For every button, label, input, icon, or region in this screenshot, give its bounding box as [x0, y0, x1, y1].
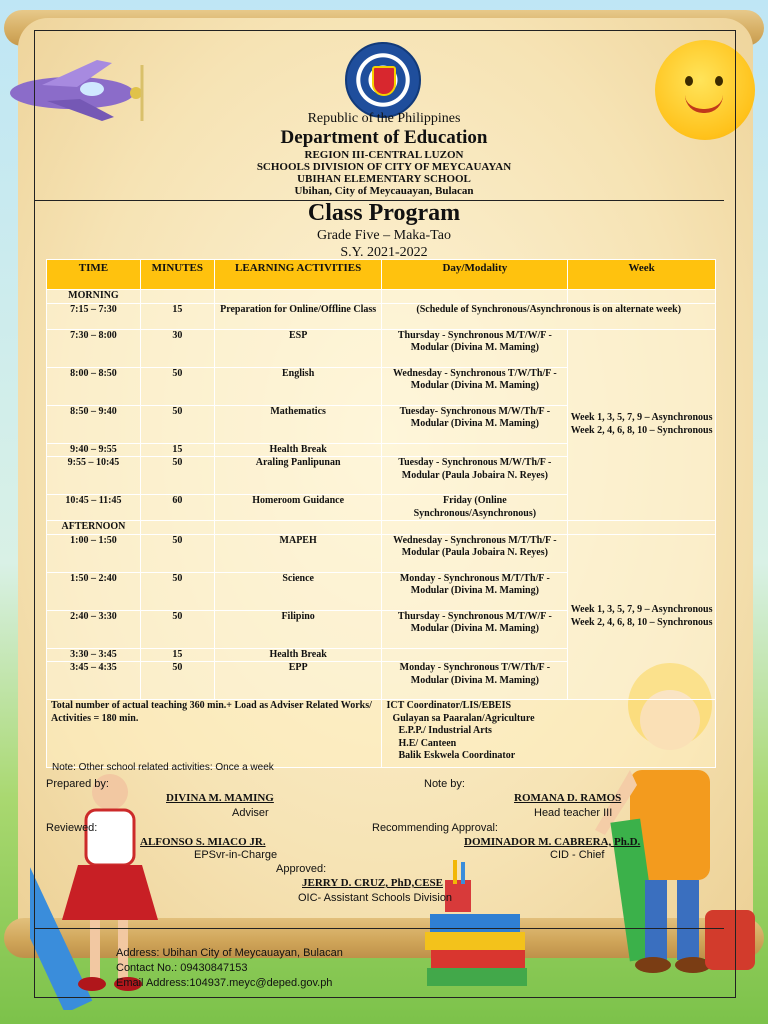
row-modality: Wednesday - Synchronous T/W/Th/F - Modular (Divina M. Maming) — [382, 367, 568, 405]
row-time: 7:30 – 8:00 — [47, 329, 141, 367]
row-activity: EPP — [214, 662, 382, 700]
row-activity: Araling Panlipunan — [214, 457, 382, 495]
row-activity: MAPEH — [214, 534, 382, 572]
row-minutes: 15 — [140, 303, 214, 329]
row-activity: Health Break — [214, 648, 382, 662]
deped-seal-logo — [345, 42, 421, 118]
row-time: 8:00 – 8:50 — [47, 367, 141, 405]
row-minutes: 50 — [140, 405, 214, 443]
school-heading: UBIHAN ELEMENTARY SCHOOL — [297, 173, 471, 185]
row-activity: Mathematics — [214, 405, 382, 443]
approved-label: Approved: — [276, 863, 327, 875]
row-modality: Friday (Online Synchronous/Asynchronous) — [382, 495, 568, 521]
row-time: 2:40 – 3:30 — [47, 610, 141, 648]
noted-name: ROMANA D. RAMOS — [514, 792, 622, 804]
row-minutes: 50 — [140, 457, 214, 495]
row-activity: Filipino — [214, 610, 382, 648]
note-text: Note: Other school related activities: Once a week — [52, 762, 274, 773]
department-heading: Department of Education — [280, 127, 488, 148]
row-time: 1:50 – 2:40 — [47, 572, 141, 610]
totals-row — [47, 700, 716, 768]
location-heading: Ubihan, City of Meycauayan, Bulacan — [294, 185, 474, 197]
approved-name: JERRY D. CRUZ, PhD,CESE — [302, 877, 444, 889]
row-modality: Tuesday - Synchronous M/W/Th/F - Modular (Paula Jobaira N. Reyes) — [382, 457, 568, 495]
footer-contact: Contact No.: 09430847153 — [116, 962, 248, 974]
recommending-name: DOMINADOR M. CABRERA, Ph.D. — [464, 836, 641, 848]
prepared-label: Prepared by: — [46, 778, 109, 790]
reviewed-role: EPSvr-in-Charge — [194, 849, 278, 861]
row-modality: Monday - Synchronous M/T/Th/F - Modular (Divina M. Maming) — [382, 572, 568, 610]
row-time: 7:15 – 7:30 — [47, 303, 141, 329]
afternoon-label: AFTERNOON — [47, 521, 141, 535]
col-header-activities: LEARNING ACTIVITIES — [214, 260, 382, 290]
col-header-time: TIME — [47, 260, 141, 290]
row-activity: Health Break — [214, 443, 382, 457]
row-activity: Science — [214, 572, 382, 610]
row-minutes: 60 — [140, 495, 214, 521]
table-row — [47, 329, 716, 367]
row-minutes: 15 — [140, 648, 214, 662]
assignment-item: Gulayan sa Paaralan/Agriculture — [392, 712, 535, 724]
prepared-name: DIVINA M. MAMING — [166, 792, 274, 804]
footer-address: Address: Ubihan City of Meycauayan, Bulacan — [116, 947, 343, 959]
division-heading: SCHOOLS DIVISION OF CITY OF MEYCAUAYAN — [256, 161, 512, 173]
morning-week-cell: Week 1, 3, 5, 7, 9 – Asynchronous Week 2, 4, 6, 8, 10 – Synchronous — [568, 329, 716, 521]
row-time: 1:00 – 1:50 — [47, 534, 141, 572]
noted-label: Note by: — [424, 778, 465, 790]
class-program-table — [46, 259, 716, 768]
prepared-role: Adviser — [232, 807, 269, 819]
row-minutes: 15 — [140, 443, 214, 457]
row-time: 8:50 – 9:40 — [47, 405, 141, 443]
row-modality: (Schedule of Synchronous/Asynchronous is on alternate week) — [382, 303, 716, 329]
footer-divider — [34, 928, 724, 929]
morning-label: MORNING — [47, 290, 141, 304]
row-minutes: 30 — [140, 329, 214, 367]
assignment-item: Balik Eskwela Coordinator — [398, 750, 516, 761]
table-row — [47, 534, 716, 572]
row-time: 10:45 – 11:45 — [47, 495, 141, 521]
noted-role: Head teacher III — [534, 807, 613, 819]
total-teaching-load: Total number of actual teaching 360 min.+ Load as Adviser Related Works/ Activities = 180 min. — [47, 700, 382, 768]
republic-heading: Republic of the Philippines — [307, 111, 461, 126]
row-modality: Wednesday - Synchronous M/T/Th/F - Modular (Paula Jobaira N. Reyes) — [382, 534, 568, 572]
approved-role: OIC- Assistant Schools Division — [298, 892, 453, 904]
col-header-modality: Day/Modality — [382, 260, 568, 290]
row-activity: English — [214, 367, 382, 405]
row-minutes: 50 — [140, 610, 214, 648]
row-modality — [382, 443, 568, 457]
table-row — [47, 303, 716, 329]
footer-email: Email Address:104937.meyc@deped.gov.ph — [116, 977, 333, 989]
row-modality: Monday - Synchronous T/W/Th/F - Modular (Divina M. Maming) — [382, 662, 568, 700]
reviewed-name: ALFONSO S. MIACO JR. — [140, 836, 266, 848]
row-modality: Thursday - Synchronous M/T/W/F - Modular (Divina M. Maming) — [382, 610, 568, 648]
school-year: S.Y. 2021-2022 — [340, 245, 428, 260]
row-activity: Homeroom Guidance — [214, 495, 382, 521]
morning-section-row — [47, 290, 716, 304]
col-header-minutes: MINUTES — [140, 260, 214, 290]
page-title: Class Program — [307, 200, 461, 226]
grade-section: Grade Five – Maka-Tao — [317, 228, 451, 243]
region-heading: REGION III-CENTRAL LUZON — [304, 149, 464, 161]
row-time: 3:45 – 4:35 — [47, 662, 141, 700]
row-minutes: 50 — [140, 662, 214, 700]
other-assignments — [382, 700, 716, 768]
row-time: 9:55 – 10:45 — [47, 457, 141, 495]
reviewed-label: Reviewed: — [46, 822, 98, 834]
row-minutes: 50 — [140, 572, 214, 610]
recommending-role: CID - Chief — [550, 849, 605, 861]
col-header-week: Week — [568, 260, 716, 290]
row-time: 9:40 – 9:55 — [47, 443, 141, 457]
row-time: 3:30 – 3:45 — [47, 648, 141, 662]
row-activity: ESP — [214, 329, 382, 367]
row-minutes: 50 — [140, 534, 214, 572]
assignment-item: ICT Coordinator/LIS/EBEIS — [386, 700, 512, 711]
row-minutes: 50 — [140, 367, 214, 405]
afternoon-section-row — [47, 521, 716, 535]
assignment-item: E.P.P./ Industrial Arts — [398, 725, 492, 736]
row-modality — [382, 648, 568, 662]
assignment-item: H.E/ Canteen — [398, 737, 457, 749]
girl-with-pencil-illustration — [30, 770, 200, 1010]
recommending-label: Recommending Approval: — [372, 822, 498, 834]
row-modality: Tuesday- Synchronous M/W/Th/F - Modular (Divina M. Maming) — [382, 405, 568, 443]
row-activity: Preparation for Online/Offline Class — [214, 303, 382, 329]
row-modality: Thursday - Synchronous M/T/W/F - Modular (Divina M. Maming) — [382, 329, 568, 367]
table-header-row — [47, 260, 716, 290]
afternoon-week-cell: Week 1, 3, 5, 7, 9 – Asynchronous Week 2, 4, 6, 8, 10 – Synchronous — [568, 534, 716, 700]
